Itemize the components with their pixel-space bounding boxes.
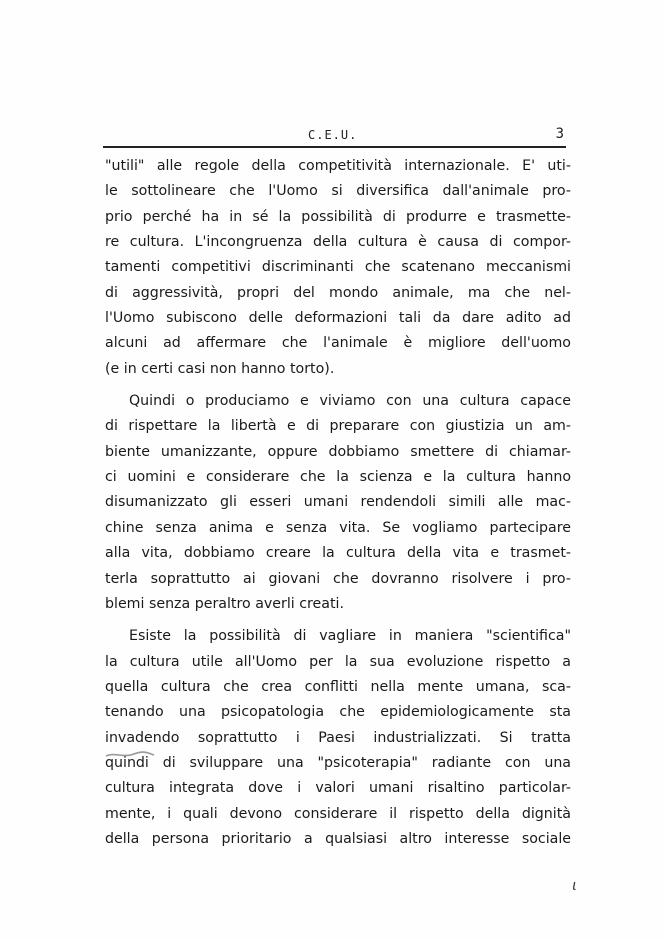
paragraph-3 bbox=[105, 624, 571, 852]
text-line: cultura integrata dove i valori umani risaltino particolar- bbox=[105, 780, 571, 797]
text-line: di aggressività, propri del mondo animale, ma che nel- bbox=[105, 284, 571, 301]
text-line: l'Uomo subiscono delle deformazioni tali da dare adito ad bbox=[105, 310, 571, 327]
text-line: terla soprattutto ai giovani che dovranno risolvere i pro- bbox=[105, 570, 571, 587]
text-line: alcuni ad affermare che l'animale è migliore dell'uomo bbox=[105, 335, 571, 352]
text-line: disumanizzato gli esseri umani rendendoli simili alle mac- bbox=[105, 494, 571, 511]
text-line: Quindi o produciamo e viviamo con una cultura capace bbox=[129, 393, 571, 410]
page-header bbox=[103, 100, 566, 148]
text-line: alla vita, dobbiamo creare la cultura della vita e trasmet- bbox=[105, 545, 571, 562]
text-line: ci uomini e considerare che la scienza e la cultura hanno bbox=[105, 469, 571, 486]
paragraph-1 bbox=[105, 154, 571, 382]
text-line: della persona prioritario a qualsiasi altro interesse sociale bbox=[105, 830, 571, 847]
text-line: chine senza anima e senza vita. Se vogliamo partecipare bbox=[105, 519, 571, 536]
stray-pencil-mark: ɩ bbox=[572, 878, 578, 894]
text-line: re cultura. L'incongruenza della cultura è causa di compor- bbox=[105, 234, 571, 251]
pencil-scribble-mark bbox=[104, 749, 156, 759]
text-line: biente umanizzante, oppure dobbiamo smettere di chiamar- bbox=[105, 443, 571, 460]
body-text bbox=[105, 154, 571, 852]
text-line: mente, i quali devono considerare il rispetto della dignità bbox=[105, 805, 571, 822]
text-line: quindi di sviluppare una "psicoterapia" radiante con una bbox=[105, 754, 571, 771]
text-line: invadendo soprattutto i Paesi industrializzati. Si tratta bbox=[105, 729, 571, 746]
running-head: C.E.U. bbox=[308, 128, 358, 142]
text-line: di rispettare la libertà e di preparare con giustizia un am- bbox=[105, 418, 571, 435]
text-line: quella cultura che crea conflitti nella mente umana, sca- bbox=[105, 678, 571, 695]
text-line: prio perché ha in sé la possibilità di produrre e trasmette- bbox=[105, 208, 571, 225]
paragraph-2 bbox=[105, 389, 571, 617]
text-line: (e in certi casi non hanno torto). bbox=[105, 360, 335, 377]
page-number: 3 bbox=[555, 126, 564, 142]
text-line: tamenti competitivi discriminanti che scatenano meccanismi bbox=[105, 259, 571, 276]
text-line: le sottolineare che l'Uomo si diversifica dall'animale pro- bbox=[105, 183, 571, 200]
text-line: Esiste la possibilità di vagliare in maniera "scientifica" bbox=[129, 628, 571, 645]
paragraph-gap bbox=[105, 617, 571, 624]
text-line: la cultura utile all'Uomo per la sua evoluzione rispetto a bbox=[105, 653, 571, 670]
text-line: blemi senza peraltro averli creati. bbox=[105, 595, 344, 612]
text-line: "utili" alle regole della competitività internazionale. E' uti- bbox=[105, 158, 571, 174]
text-line: tenando una psicopatologia che epidemiologicamente sta bbox=[105, 704, 571, 721]
paragraph-gap bbox=[105, 382, 571, 389]
